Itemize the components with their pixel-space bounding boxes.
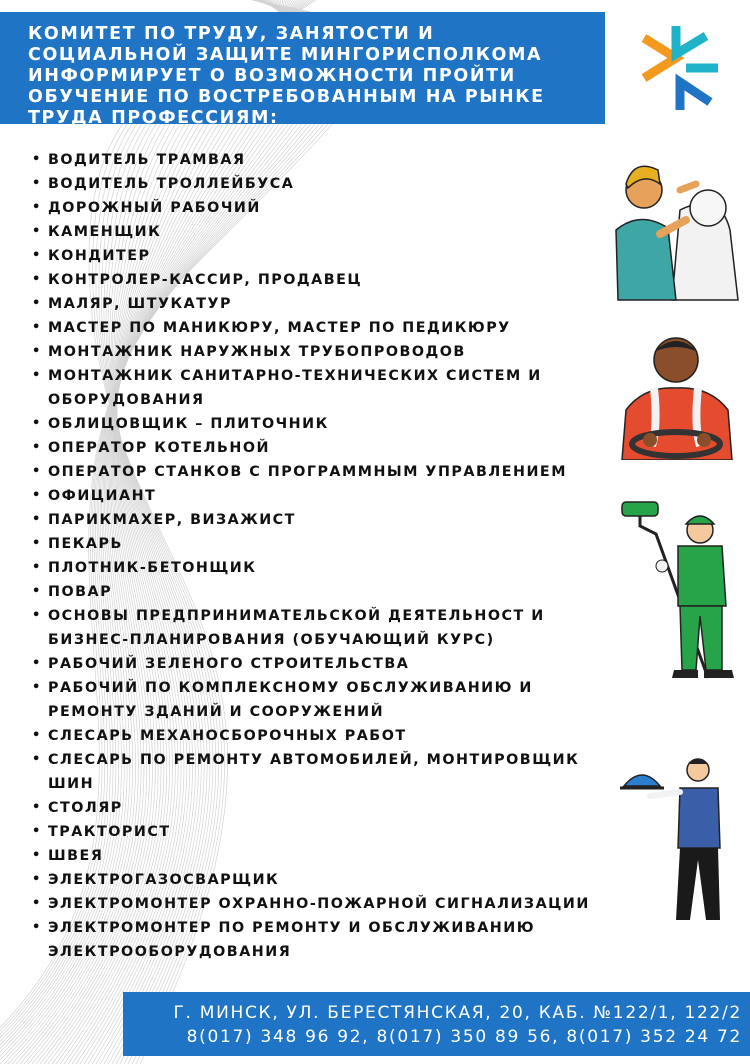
- profession-item: • КОНТРОЛЕР-КАССИР, ПРОДАВЕЦ: [32, 268, 617, 292]
- profession-item: • ВОДИТЕЛЬ ТРОЛЛЕЙБУСА: [32, 172, 617, 196]
- footer-phones: 8(017) 348 96 92, 8(017) 350 89 56, 8(017) 352 24 72: [186, 1027, 742, 1047]
- profession-item: • ВОДИТЕЛЬ ТРАМВАЯ: [32, 148, 617, 172]
- profession-item: • КОНДИТЕР: [32, 244, 617, 268]
- profession-item: • ОФИЦИАНТ: [32, 484, 617, 508]
- waiter-illustration-icon: [620, 756, 740, 928]
- profession-item: • ЭЛЕКТРОМОНТЕР ПО РЕМОНТУ И ОБСЛУЖИВАНИЮ ЭЛЕКТРООБОРУДОВАНИЯ: [32, 916, 617, 964]
- profession-item: • ШВЕЯ: [32, 844, 617, 868]
- header-title: КОМИТЕТ ПО ТРУДУ, ЗАНЯТОСТИ И СОЦИАЛЬНОЙ ЗАЩИТЕ МИНГОРИСПОЛКОМА ИНФОРМИРУЕТ О ВОЗМОЖНОСТИ ПРОЙТИ ОБУЧЕНИЕ ПО ВОСТРЕБОВАННЫМ НА РЫНКЕ ТРУДА ПРОФЕССИЯМ:: [28, 24, 545, 128]
- footer-address: Г. МИНСК, УЛ. БЕРЕСТЯНСКАЯ, 20, КАБ. №122/1, 122/2: [173, 1003, 742, 1023]
- profession-item: • ПАРИКМАХЕР, ВИЗАЖИСТ: [32, 508, 617, 532]
- profession-item: • СЛЕСАРЬ МЕХАНОСБОРОЧНЫХ РАБОТ: [32, 724, 617, 748]
- painter-illustration-icon: [616, 494, 742, 684]
- profession-item: • ОПЕРАТОР СТАНКОВ С ПРОГРАММНЫМ УПРАВЛЕНИЕМ: [32, 460, 617, 484]
- profession-item: • ПЛОТНИК-БЕТОНЩИК: [32, 556, 617, 580]
- profession-item: • ЭЛЕКТРОМОНТЕР ОХРАННО-ПОЖАРНОЙ СИГНАЛИЗАЦИИ: [32, 892, 617, 916]
- profession-item: • ОПЕРАТОР КОТЕЛЬНОЙ: [32, 436, 617, 460]
- hairdresser-illustration-icon: [610, 150, 740, 306]
- profession-item: • ПОВАР: [32, 580, 617, 604]
- profession-item: • ДОРОЖНЫЙ РАБОЧИЙ: [32, 196, 617, 220]
- contact-footer: [123, 992, 750, 1056]
- driver-illustration-icon: [614, 326, 740, 460]
- profession-item: • МАЛЯР, ШТУКАТУР: [32, 292, 617, 316]
- profession-item: • СТОЛЯР: [32, 796, 617, 820]
- header-banner: [0, 12, 605, 128]
- profession-item: • РАБОЧИЙ ПО КОМПЛЕКСНОМУ ОБСЛУЖИВАНИЮ И РЕМОНТУ ЗДАНИЙ И СООРУЖЕНИЙ: [32, 676, 617, 724]
- profession-item: • КАМЕНЩИК: [32, 220, 617, 244]
- profession-item: • МОНТАЖНИК НАРУЖНЫХ ТРУБОПРОВОДОВ: [32, 340, 617, 364]
- profession-item: • ОБЛИЦОВЩИК – ПЛИТОЧНИК: [32, 412, 617, 436]
- profession-list: [32, 148, 617, 964]
- profession-item: • СЛЕСАРЬ ПО РЕМОНТУ АВТОМОБИЛЕЙ, МОНТИРОВЩИК ШИН: [32, 748, 617, 796]
- profession-item: • МОНТАЖНИК САНИТАРНО-ТЕХНИЧЕСКИХ СИСТЕМ И ОБОРУДОВАНИЯ: [32, 364, 617, 412]
- profession-item: • ОСНОВЫ ПРЕДПРИНИМАТЕЛЬСКОЙ ДЕЯТЕЛЬНОСТ И БИЗНЕС-ПЛАНИРОВАНИЯ (ОБУЧАЮЩИЙ КУРС): [32, 604, 617, 652]
- profession-item: • ПЕКАРЬ: [32, 532, 617, 556]
- profession-item: • РАБОЧИЙ ЗЕЛЕНОГО СТРОИТЕЛЬСТВА: [32, 652, 617, 676]
- profession-item: • ТРАКТОРИСТ: [32, 820, 617, 844]
- profession-item: • МАСТЕР ПО МАНИКЮРУ, МАСТЕР ПО ПЕДИКЮРУ: [32, 316, 617, 340]
- employment-logo-icon: [636, 24, 720, 112]
- profession-item: • ЭЛЕКТРОГАЗОСВАРЩИК: [32, 868, 617, 892]
